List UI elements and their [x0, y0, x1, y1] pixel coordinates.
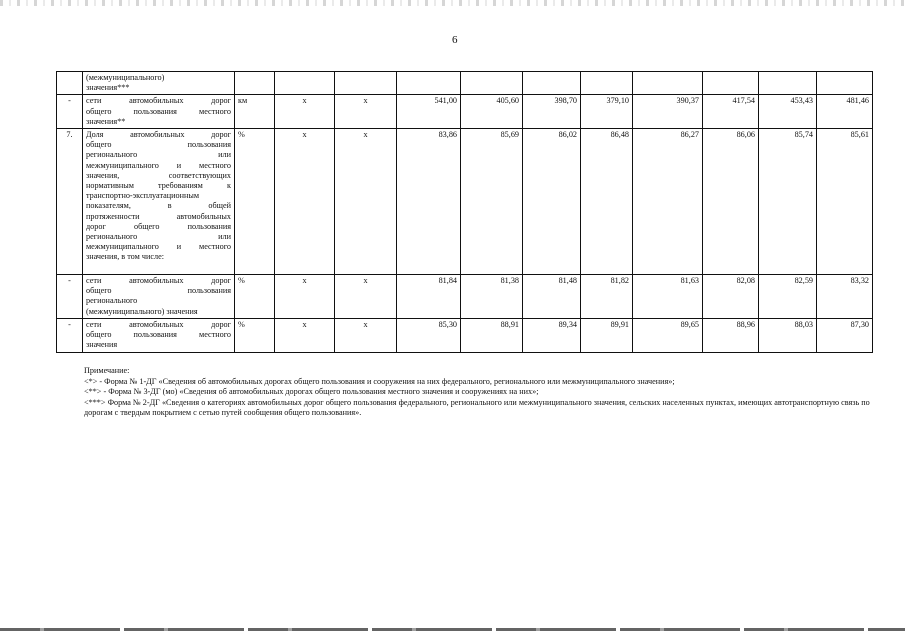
indicator-description [83, 129, 235, 275]
unit-cell: % [235, 319, 275, 353]
value-cell: 85,30 [397, 319, 461, 353]
scan-artifact-bottom [0, 628, 905, 631]
not-applicable-cell: х [275, 319, 335, 353]
value-cell: 87,30 [817, 319, 873, 353]
description-line: значения*** [86, 83, 130, 93]
description-line: общего пользования [86, 286, 231, 296]
description-line: показателям, в общей [86, 201, 231, 211]
indicator-description [83, 275, 235, 319]
description-line: (межмуниципального) значения [86, 306, 198, 316]
value-cell: 89,65 [633, 319, 703, 353]
not-applicable-cell: х [335, 275, 397, 319]
row-number: 7. [57, 129, 83, 275]
unit-cell: % [235, 129, 275, 275]
scan-artifact-top [0, 0, 905, 6]
description-line: межмуниципального и местного [86, 160, 231, 170]
value-cell [397, 72, 461, 95]
row-number: - [57, 319, 83, 353]
description-line: сети автомобильных дорог [86, 96, 231, 106]
value-cell: 85,61 [817, 129, 873, 275]
description-line: дорог общего пользования [86, 221, 231, 231]
value-cell [581, 72, 633, 95]
description-line: протяженности автомобильных [86, 211, 231, 221]
description-line: общего пользования [86, 140, 231, 150]
value-cell: 81,84 [397, 275, 461, 319]
description-line: регионального или [86, 232, 231, 242]
not-applicable-cell [335, 72, 397, 95]
description-line: нормативным требованиям к [86, 181, 231, 191]
table-row [57, 129, 873, 275]
description-line: значения [86, 340, 118, 350]
table-row [57, 275, 873, 319]
description-line: сети автомобильных дорог [86, 276, 231, 286]
indicator-description [83, 319, 235, 353]
notes-block [84, 366, 874, 419]
row-number [57, 72, 83, 95]
unit-cell [235, 72, 275, 95]
value-cell [523, 72, 581, 95]
value-cell: 405,60 [461, 95, 523, 129]
value-cell: 81,82 [581, 275, 633, 319]
table-row [57, 95, 873, 129]
value-cell: 85,69 [461, 129, 523, 275]
not-applicable-cell: х [335, 129, 397, 275]
not-applicable-cell: х [275, 129, 335, 275]
value-cell: 398,70 [523, 95, 581, 129]
value-cell: 86,48 [581, 129, 633, 275]
not-applicable-cell: х [335, 319, 397, 353]
note-item-2: <**> - Форма № 3-ДГ (мо) «Сведения об автомобильных дорогах общего пользования местного значения и сооружениях на них»; [84, 387, 539, 397]
value-cell [461, 72, 523, 95]
notes-heading: Примечание: [84, 366, 130, 375]
not-applicable-cell: х [275, 95, 335, 129]
description-line: значения, в том числе: [86, 252, 164, 262]
value-cell: 83,32 [817, 275, 873, 319]
value-cell: 86,27 [633, 129, 703, 275]
value-cell: 88,03 [759, 319, 817, 353]
value-cell: 83,86 [397, 129, 461, 275]
indicator-description [83, 72, 235, 95]
value-cell: 81,38 [461, 275, 523, 319]
value-cell: 89,91 [581, 319, 633, 353]
value-cell [759, 72, 817, 95]
value-cell: 379,10 [581, 95, 633, 129]
value-cell: 82,08 [703, 275, 759, 319]
value-cell: 81,48 [523, 275, 581, 319]
description-line: регионального [86, 296, 138, 306]
indicators-table [56, 71, 873, 353]
value-cell: 88,91 [461, 319, 523, 353]
value-cell: 81,63 [633, 275, 703, 319]
unit-cell: % [235, 275, 275, 319]
value-cell: 541,00 [397, 95, 461, 129]
description-line: сети автомобильных дорог [86, 320, 231, 330]
value-cell: 390,37 [633, 95, 703, 129]
not-applicable-cell: х [335, 95, 397, 129]
indicator-description [83, 95, 235, 129]
description-line: значения, соответствующих [86, 170, 231, 180]
value-cell: 417,54 [703, 95, 759, 129]
table-row [57, 319, 873, 353]
not-applicable-cell [275, 72, 335, 95]
value-cell: 88,96 [703, 319, 759, 353]
value-cell: 453,43 [759, 95, 817, 129]
not-applicable-cell: х [275, 275, 335, 319]
value-cell: 86,02 [523, 129, 581, 275]
row-number: - [57, 95, 83, 129]
description-line: (межмуниципального) [86, 73, 165, 82]
value-cell: 86,06 [703, 129, 759, 275]
value-cell: 85,74 [759, 129, 817, 275]
value-cell [817, 72, 873, 95]
description-line: транспортно-эксплуатационным [86, 191, 200, 201]
unit-cell: км [235, 95, 275, 129]
description-line: значения** [86, 116, 126, 126]
page-number: 6 [452, 34, 458, 46]
value-cell: 481,46 [817, 95, 873, 129]
note-item-3: <***> Форма № 2-ДГ «Сведения о категориях автомобильных дорог общего пользования федерального, регионального или межмуниципального значения, сельских населенных пунктах, имеющих автотранспортную связь по дорогам с твердым покрытием с сетью путей сообщения общего пользования». [84, 397, 870, 418]
value-cell [703, 72, 759, 95]
description-line: межмуниципального и местного [86, 242, 231, 252]
description-line: регионального или [86, 150, 231, 160]
row-number: - [57, 275, 83, 319]
description-line: Доля автомобильных дорог [86, 130, 231, 140]
description-line: общего пользования местного [86, 106, 231, 116]
value-cell: 89,34 [523, 319, 581, 353]
note-item-1: <*> - Форма № 1-ДГ «Сведения об автомобильных дорогах общего пользования и сооружения на них федерального, регионального или межмуниципального значения»; [84, 376, 675, 386]
description-line: общего пользования местного [86, 330, 231, 340]
table-row [57, 72, 873, 95]
value-cell [633, 72, 703, 95]
value-cell: 82,59 [759, 275, 817, 319]
